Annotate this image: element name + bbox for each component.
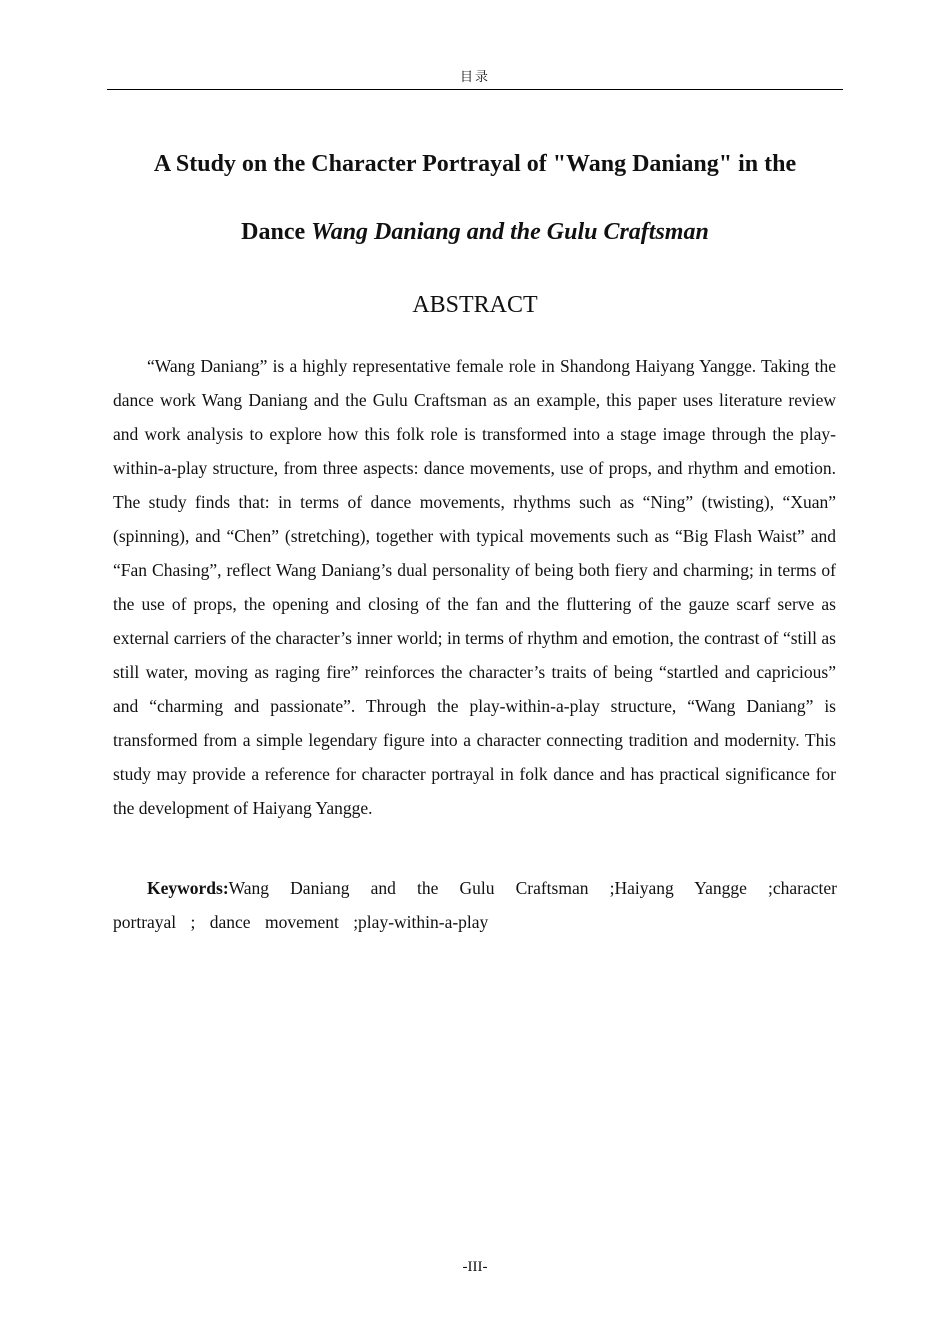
paper-title-line-2-prefix: Dance: [241, 219, 312, 245]
page-number: -III-: [462, 1259, 488, 1275]
abstract-heading: ABSTRACT: [412, 292, 538, 318]
keywords-text: Wang Daniang and the Gulu Craftsman ;Haiyang Yangge ;character portrayal ; dance movement ;play-within-a-play: [113, 878, 837, 932]
keywords-paragraph: [113, 871, 837, 939]
keywords-label: Keywords:: [147, 878, 229, 898]
paper-title: [60, 130, 890, 266]
paper-title-line-1: A Study on the Character Portrayal of "Wang Daniang" in the: [153, 151, 797, 177]
running-header: 目录: [107, 70, 843, 90]
paper-title-line-2: [60, 198, 890, 266]
abstract-body: “Wang Daniang” is a highly representative female role in Shandong Haiyang Yangge. Taking the dance work Wang Daniang and the Gulu Craftsman as an example, this paper uses literature review and work analysis to explore how this folk role is transformed into a stage image through the play-within-a-play structure, from three aspects: dance movements, use of props, and rhythm and emotion. The study finds that: in terms of dance movements, rhythms such as “Ning” (twisting), “Xuan” (spinning), and “Chen” (stretching), together with typical movements such as “Big Flash Waist” and “Fan Chasing”, reflect Wang Daniang’s dual personality of being both fiery and charming; in terms of the use of props, the opening and closing of the fan and the fluttering of the gauze scarf serve as external carriers of the character’s inner world; in terms of rhythm and emotion, the contrast of “still as still water, moving as raging fire” reinforces the character’s traits of being “startled and capricious” and “charming and passionate”. Through the play-within-a-play structure, “Wang Daniang” is transformed from a simple legendary figure into a character connecting tradition and modernity. This study may provide a reference for character portrayal in folk dance and has practical significance for the development of Haiyang Yangge.: [113, 356, 836, 818]
paper-title-work-name: Wang Daniang and the Gulu Craftsman: [311, 219, 709, 245]
